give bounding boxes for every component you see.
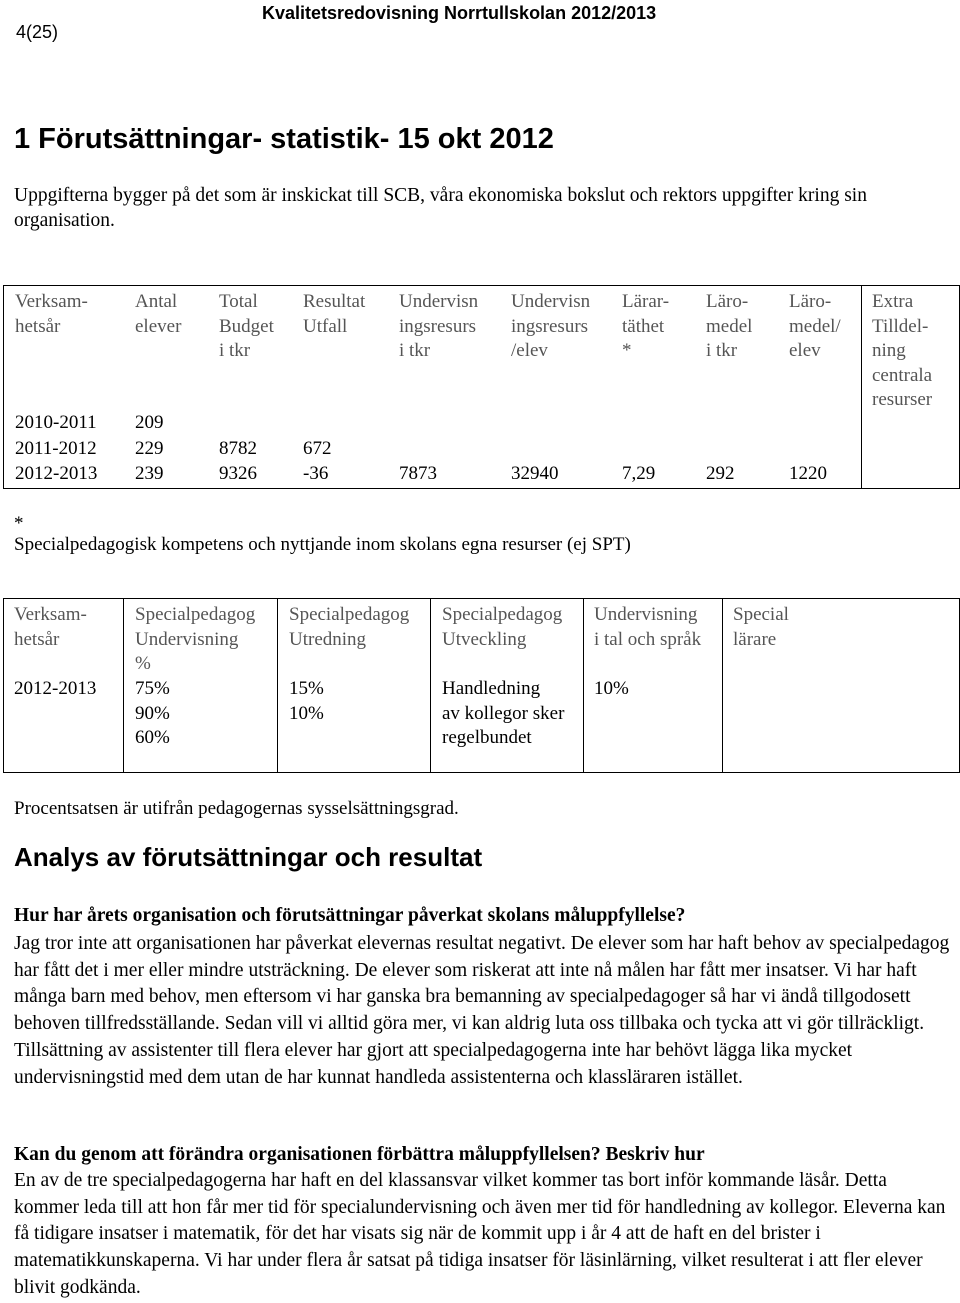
table-header-cell-line: elev	[789, 340, 821, 361]
table-header-cell-line: Special	[733, 604, 789, 625]
table-header-cell-line: Antal	[135, 291, 178, 312]
footnote-marker: *	[14, 513, 24, 534]
table-header-cell	[14, 603, 87, 652]
table-header-cell-line: Lärar-	[622, 291, 670, 312]
table-cell: 2011-2012	[15, 438, 97, 459]
table-header-cell-line: ning	[872, 340, 906, 361]
table-header-cell-line: lärare	[733, 628, 777, 650]
table-header-cell	[789, 290, 841, 364]
page-number: 4(25)	[16, 22, 59, 42]
table-cell: 1220	[789, 463, 827, 484]
table-header-cell	[15, 290, 88, 339]
table-cell: -36	[303, 463, 329, 484]
table-divider	[123, 598, 124, 773]
table-header-cell-line: Extra	[872, 291, 914, 312]
table-cell-line: 15%	[289, 678, 324, 699]
table-cell: 2012-2013	[15, 463, 98, 484]
table-cell: 292	[706, 463, 735, 484]
section-title: 1 Förutsättningar- statistik- 15 okt 2012	[14, 123, 554, 155]
table-header-cell	[733, 603, 789, 652]
table-cell-line: 10%	[594, 678, 629, 699]
table-cell-line: regelbundet	[442, 727, 532, 748]
table-header-cell-line: Utredning	[289, 628, 367, 650]
table-cell: 2010-2011	[15, 412, 97, 433]
table-header-cell-line: centrala	[872, 364, 933, 386]
question-1: Hur har årets organisation och förutsättningar påverkat skolans måluppfyllelse?	[14, 905, 686, 926]
percentage-note: Procentsatsen är utifrån pedagogernas sysselsättningsgrad.	[14, 798, 459, 819]
table-divider	[861, 285, 862, 489]
document-title: Kvalitetsredovisning Norrtullskolan 2012/2013	[262, 3, 657, 23]
table-cell: 229	[135, 438, 164, 459]
table-header-cell	[872, 290, 932, 413]
table-header-cell	[219, 290, 274, 364]
table-header-cell-line: elever	[135, 315, 182, 337]
table-header-cell-line: Undervisning	[594, 604, 698, 625]
table-cell: 239	[135, 463, 164, 484]
table-header-cell-line: Undervisn	[399, 291, 479, 312]
table-header-cell-line: Undervisning	[135, 628, 239, 650]
table-header-cell	[442, 603, 562, 652]
table-cell	[594, 677, 629, 702]
table-cell: 7,29	[622, 463, 656, 484]
table-header-cell	[622, 290, 669, 364]
table-header-cell	[289, 603, 409, 652]
table-cell-line: 60%	[135, 727, 170, 748]
table-header-cell-line: Specialpedagog	[442, 604, 563, 625]
table-header-cell	[303, 290, 365, 339]
table-divider	[430, 598, 431, 773]
table-cell-line: 10%	[289, 702, 324, 724]
table-header-cell-line: /elev	[511, 340, 548, 361]
table-header-cell	[399, 290, 478, 364]
table-header-cell-line: medel	[706, 315, 753, 337]
question-2: Kan du genom att förändra organisationen förbättra måluppfyllelsen? Beskriv hur	[14, 1144, 705, 1165]
table-header-cell-line: %	[135, 653, 151, 674]
table-cell-line: 75%	[135, 678, 170, 699]
table-header-cell-line: i tal och språk	[594, 628, 702, 650]
table-header-cell-line: Verksam-	[15, 291, 88, 312]
table-header-cell-line: resurser	[872, 389, 933, 410]
table-header-cell-line: Specialpedagog	[135, 604, 256, 625]
analysis-title: Analys av förutsättningar och resultat	[14, 842, 483, 872]
table-header-cell	[706, 290, 752, 364]
table-cell: 209	[135, 412, 164, 433]
table-header-cell-line: ingsresurs	[511, 315, 589, 337]
table-header-cell-line: i tkr	[399, 340, 431, 361]
table-header-cell-line: hetsår	[14, 628, 60, 650]
table-header-cell	[594, 603, 701, 652]
table-cell	[289, 677, 324, 726]
table-header-cell-line: i tkr	[706, 340, 738, 361]
table-header-cell-line: Tilldel-	[872, 315, 929, 337]
table-header-cell-line: Budget	[219, 315, 274, 337]
table-divider	[583, 598, 584, 773]
table-cell-line: av kollegor sker	[442, 702, 565, 724]
table-header-cell	[135, 603, 255, 677]
table-header-cell-line: hetsår	[15, 315, 61, 337]
table-header-cell-line: Utveckling	[442, 628, 527, 650]
table-cell	[135, 677, 170, 751]
section-intro: Uppgifterna bygger på det som är inskickat till SCB, våra ekonomiska bokslut och rektors uppgifter kring sin organisation.	[14, 185, 867, 231]
table-cell	[442, 677, 564, 751]
table-header-cell-line: i tkr	[219, 340, 251, 361]
table-header-cell-line: Resultat	[303, 291, 366, 312]
table-divider	[277, 598, 278, 773]
table-header-cell-line: Läro-	[706, 291, 749, 312]
table-cell-line: 90%	[135, 702, 170, 724]
table-header-cell-line: täthet	[622, 315, 665, 337]
table-cell	[14, 677, 96, 702]
table-header-cell	[511, 290, 590, 364]
table-cell: 9326	[219, 463, 257, 484]
table-header-cell-line: *	[622, 340, 632, 361]
table-cell-line: 2012-2013	[14, 678, 97, 699]
table-cell: 8782	[219, 438, 257, 459]
table-header-cell-line: Läro-	[789, 291, 832, 312]
table-header-cell-line: Undervisn	[511, 291, 591, 312]
table-header-cell-line: Total	[219, 291, 258, 312]
table-header-cell-line: Specialpedagog	[289, 604, 410, 625]
table-cell: 7873	[399, 463, 437, 484]
answer-1: Jag tror inte att organisationen har påverkat elevernas resultat negativt. De elever som har haft behov av specialpedagog har fått det i mer eller mindre utsträckning. De elever som riskerat att inte nå målen har fått mer insatser. Vi har haft många barn med behov, men eftersom vi har ganska bra bemanning av specialpedagoger så har vi ändå tillgodosett behoven tillfredsställande. Sedan vill vi alltid göra mer, vi kan aldrig luta oss tillbaka och tycka att vi gör tillräckligt. Tillsättning av assistenter till flera elever har gjort att specialpedagogerna inte har behövt lägga lika mycket undervisningstid med dem utan de har kunnat handleda assistenterna och klassläraren istället.	[14, 933, 950, 1088]
table-header-cell-line: medel/	[789, 315, 841, 337]
table-divider	[722, 598, 723, 773]
answer-2: En av de tre specialpedagogerna har haft en del klassansvar vilket kommer tas bort inför kommande läsår. Detta kommer leda till att hon får mer tid för specialundervisning och även mer tid för handledning av kollegor. Eleverna kan få tidigare insatser i matematik, för det har visats sig när de kommit upp i år 4 att de haft en del brister i matematikkunskaperna. Vi har under flera år satsat på tidiga insatser för läsinlärning, vilket resulterat i att fler elever blivit godkända.	[14, 1170, 946, 1298]
table-header-cell-line: ingsresurs	[399, 315, 477, 337]
table-header-cell-line: Verksam-	[14, 604, 87, 625]
table-cell: 32940	[511, 463, 559, 484]
table-cell-line: Handledning	[442, 678, 541, 699]
table-header-cell	[135, 290, 181, 339]
table-cell: 672	[303, 438, 332, 459]
table-header-cell-line: Utfall	[303, 315, 348, 337]
footnote-text: Specialpedagogisk kompetens och nyttjande inom skolans egna resurser (ej SPT)	[14, 534, 631, 555]
